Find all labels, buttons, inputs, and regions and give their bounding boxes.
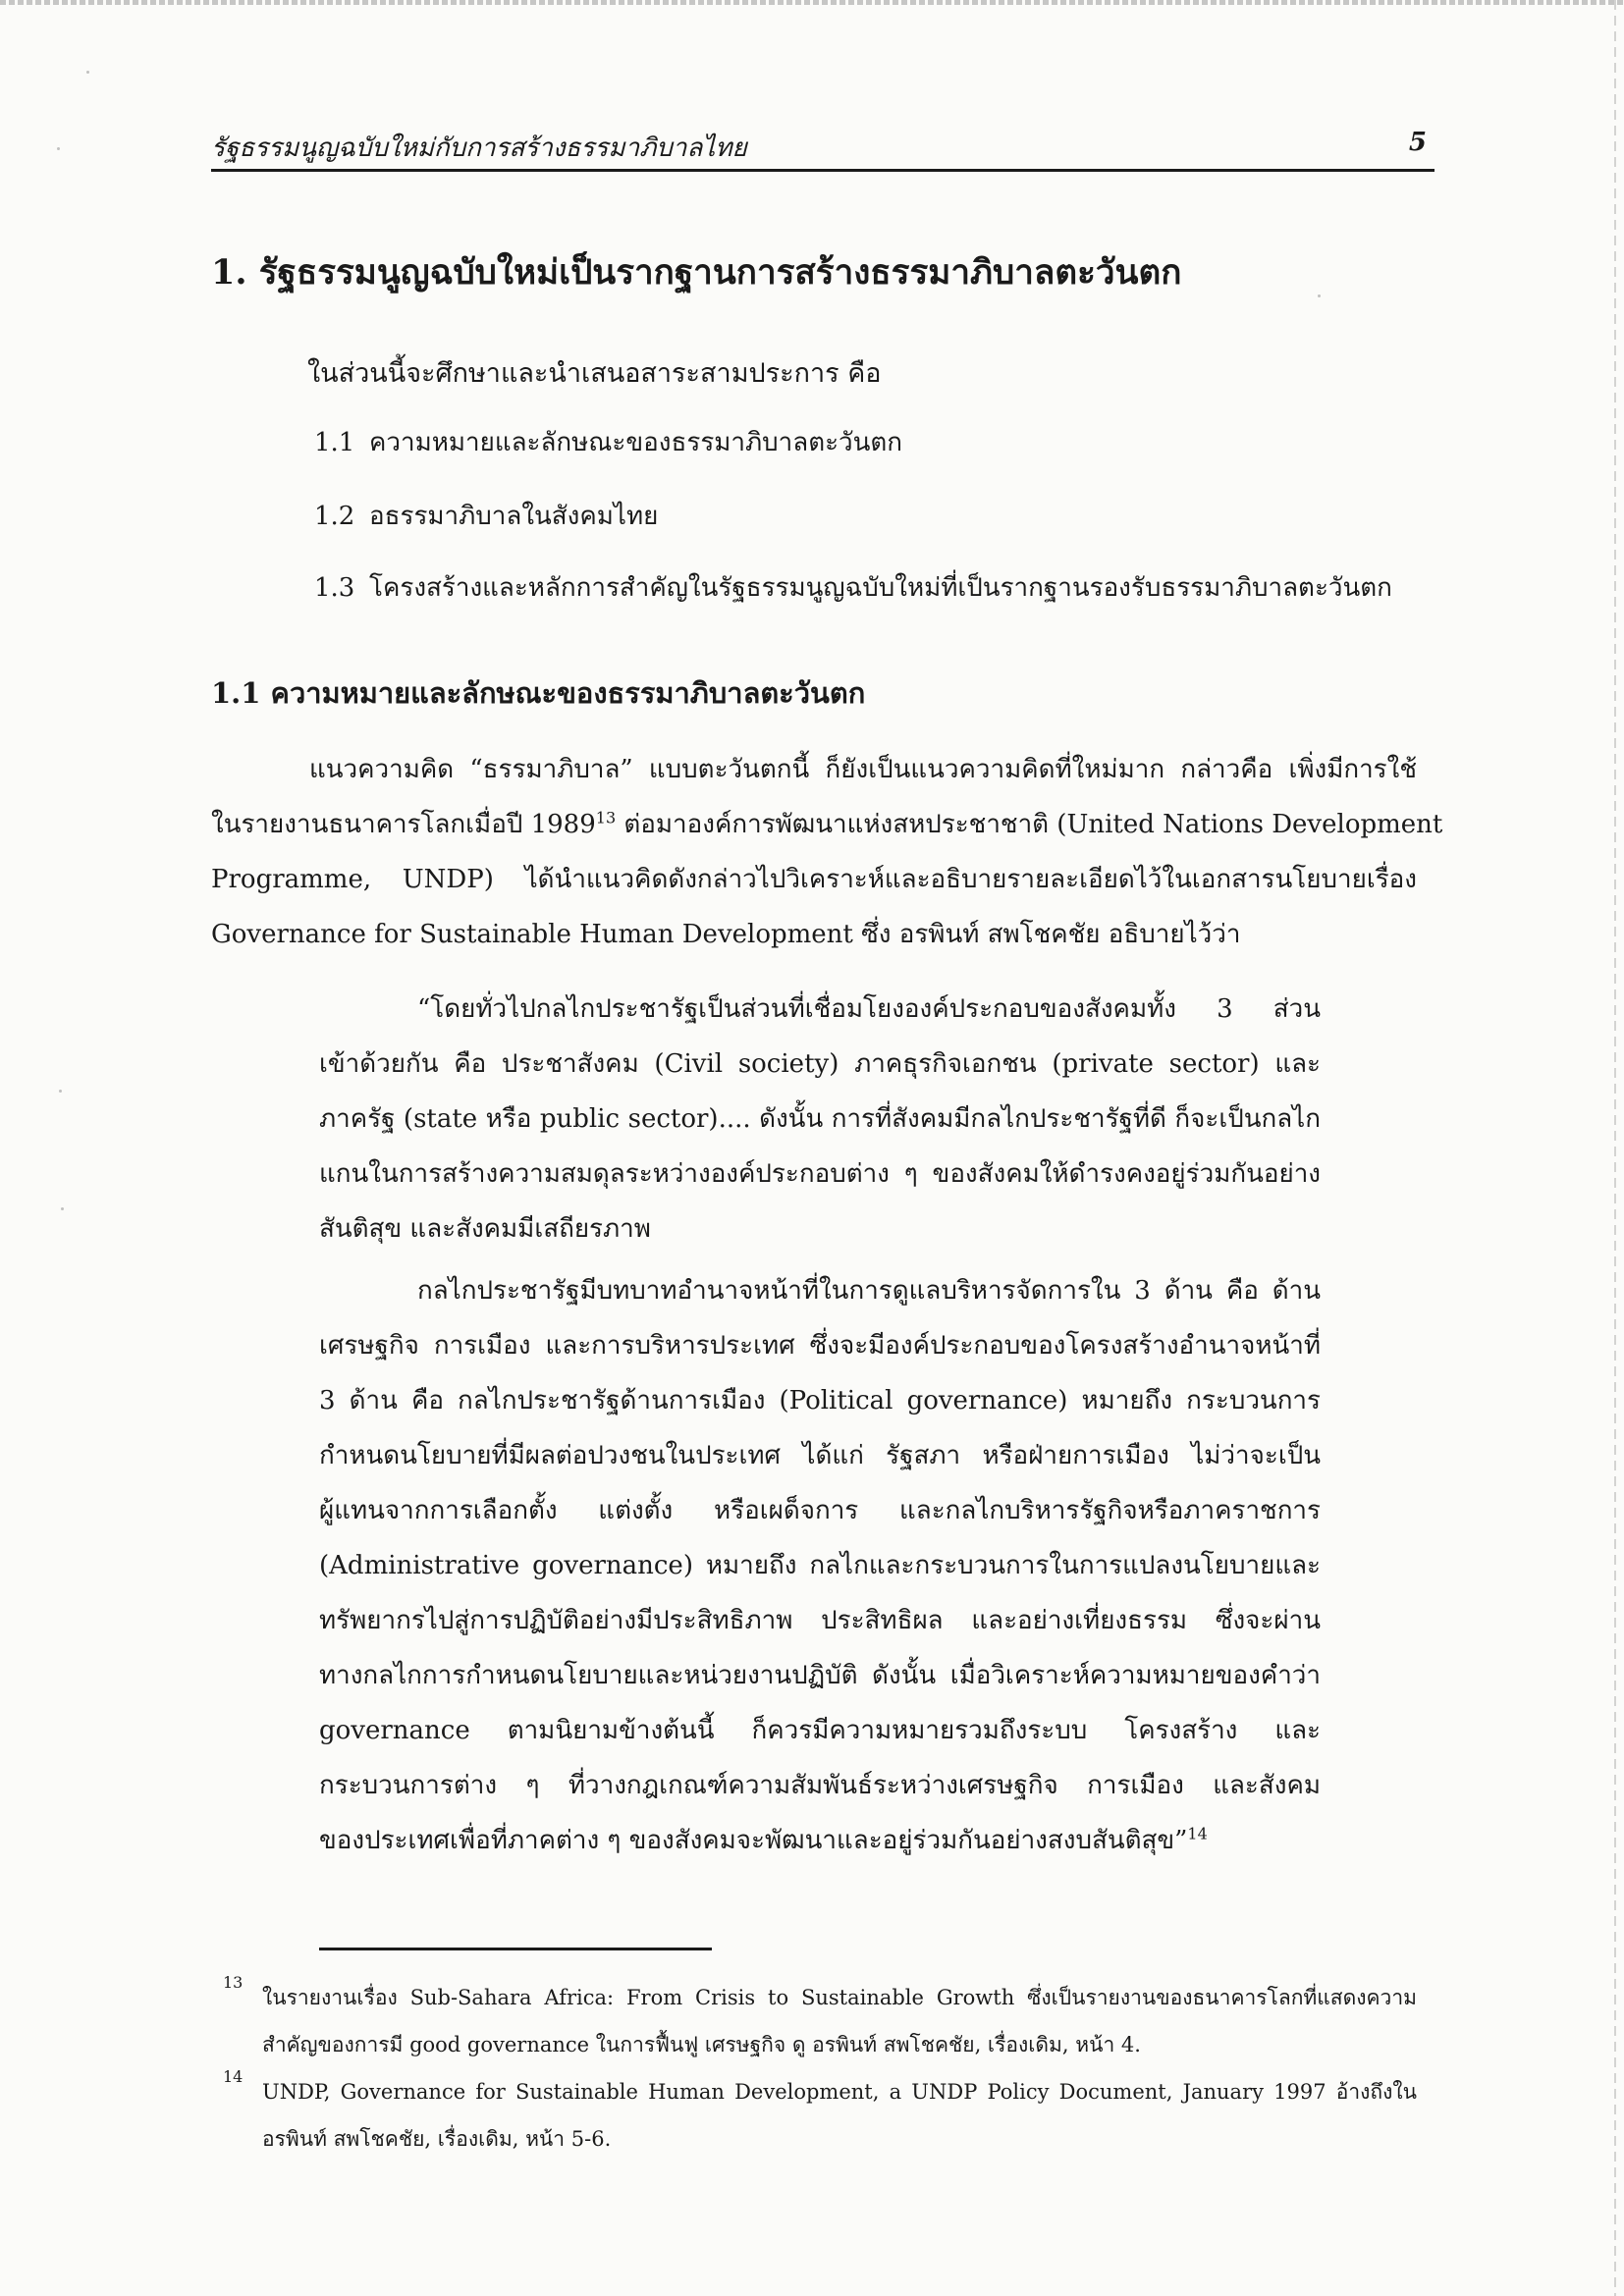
intro-text: ในส่วนนี้จะศึกษาและนำเสนอสาระสามประการ คือ (307, 358, 882, 389)
list-item (314, 496, 658, 536)
body-line: Governance for Sustainable Human Development ซึ่ง อรพินท์ สพโชคชัย อธิบายไว้ว่า (211, 920, 1241, 949)
section-heading: 1. รัฐธรรมนูญฉบับใหม่เป็นรากฐานการสร้างธรรมาภิบาลตะวันตก (211, 252, 1182, 293)
running-title: รัฐธรรมนูญฉบับใหม่กับการสร้างธรรมาภิบาลไทย (211, 133, 747, 163)
quote-line: กำหนดนโยบายที่มีผลต่อปวงชนในประเทศ ได้แก่ รัฐสภา หรือฝ่ายการเมือง ไม่ว่าจะเป็น (319, 1441, 1321, 1470)
footnote-rule (319, 1948, 712, 1950)
running-header (211, 128, 1435, 167)
body-line: แนวความคิด “ธรรมาภิบาล” แบบตะวันตกนี้ ก็ยังเป็นแนวความคิดที่ใหม่มาก กล่าวคือ เพิ่งมีการใช้ (309, 755, 1417, 784)
scan-speck (57, 147, 60, 150)
scan-edge-top (0, 0, 1624, 5)
quote-line: เข้าด้วยกัน คือ ประชาสังคม (Civil society) ภาคธุรกิจเอกชน (private sector) และ (319, 1049, 1321, 1079)
quote-line (319, 1821, 1321, 1860)
body-line (211, 805, 1442, 844)
scan-speck (61, 1207, 64, 1210)
footnote-mark: 14 (223, 2067, 244, 2086)
list-item-number: 1.2 (314, 502, 355, 531)
quote-line: 3 ด้าน คือ กลไกประชารัฐด้านการเมือง (Political governance) หมายถึง กระบวนการ (319, 1386, 1321, 1415)
list-item-number: 1.1 (314, 428, 355, 457)
quote-line: ทรัพยากรไปสู่การปฏิบัติอย่างมีประสิทธิภาพ ประสิทธิผล และอย่างเที่ยงธรรม ซึ่งจะผ่าน (319, 1606, 1321, 1635)
quote-line: “โดยทั่วไปกลไกประชารัฐเป็นส่วนที่เชื่อมโยงองค์ประกอบของสังคมทั้ง 3 ส่วน (417, 994, 1321, 1024)
footnote-ref: 14 (1187, 1824, 1208, 1843)
quote-line: สันติสุข และสังคมมีเสถียรภาพ (319, 1214, 651, 1244)
quote-line: ผู้แทนจากการเลือกตั้ง แต่งตั้ง หรือเผด็จการ และกลไกบริหารรัฐกิจหรือภาคราชการ (319, 1496, 1321, 1525)
quote-line: governance ตามนิยามข้างต้นนี้ ก็ควรมีความหมายรวมถึงระบบ โครงสร้าง และ (319, 1716, 1321, 1745)
quote-line: เศรษฐกิจ การเมือง และการบริหารประเทศ ซึ่งจะมีองค์ประกอบของโครงสร้างอำนาจหน้าที่ (319, 1331, 1321, 1361)
quote-line: ทางกลไกการกำหนดนโยบายและหน่วยงานปฏิบัติ ดังนั้น เมื่อวิเคราะห์ความหมายของคำว่า (319, 1661, 1321, 1690)
header-rule (211, 169, 1435, 172)
list-item-text: อธรรมาภิบาลในสังคมไทย (369, 502, 659, 531)
quote-line: แกนในการสร้างความสมดุลระหว่างองค์ประกอบต่าง ๆ ของสังคมให้ดำรงคงอยู่ร่วมกันอย่าง (319, 1159, 1321, 1189)
body-line: Programme, UNDP) ได้นำแนวคิดดังกล่าวไปวิเคราะห์และอธิบายรายละเอียดไว้ในเอกสารนโยบายเรื่อง (211, 865, 1417, 894)
body-line-text: ในรายงานธนาคารโลกเมื่อปี 1989 (211, 810, 596, 839)
scan-speck (86, 71, 89, 74)
footnote-line: อรพินท์ สพโชคชัย, เรื่องเดิม, หน้า 5-6. (262, 2127, 612, 2151)
list-item (314, 567, 1392, 608)
footnote-line: สำคัญของการมี good governance ในการฟื้นฟู เศรษฐกิจ ดู อรพินท์ สพโชคชัย, เรื่องเดิม, หน้า 4. (262, 2033, 1141, 2056)
footnote-ref: 13 (595, 808, 617, 828)
list-item-text: โครงสร้างและหลักการสำคัญในรัฐธรรมนูญฉบับใหม่ที่เป็นรากฐานรองรับธรรมาภิบาลตะวันตก (369, 573, 1392, 603)
quote-line: กลไกประชารัฐมีบทบาทอำนาจหน้าที่ในการดูแลบริหารจัดการใน 3 ด้าน คือ ด้าน (417, 1276, 1321, 1306)
quote-line: กระบวนการต่าง ๆ ที่วางกฎเกณฑ์ความสัมพันธ์ระหว่างเศรษฐกิจ การเมือง และสังคม (319, 1771, 1321, 1800)
list-item-number: 1.3 (314, 573, 355, 603)
quote-line: ภาครัฐ (state หรือ public sector).... ดังนั้น การที่สังคมมีกลไกประชารัฐที่ดี ก็จะเป็นกลไก (319, 1104, 1321, 1134)
list-item (314, 422, 902, 462)
subsection-heading: 1.1 ความหมายและลักษณะของธรรมาภิบาลตะวันตก (211, 676, 866, 710)
footnote-line: UNDP, Governance for Sustainable Human Development, a UNDP Policy Document, January 1997 อ้างถึงใน (262, 2080, 1417, 2104)
list-item-text: ความหมายและลักษณะของธรรมาภิบาลตะวันตก (369, 428, 903, 457)
body-line-text: ต่อมาองค์การพัฒนาแห่งสหประชาชาติ (United Nations Development (623, 810, 1443, 839)
quote-line: (Administrative governance) หมายถึง กลไกและกระบวนการในการแปลงนโยบายและ (319, 1551, 1321, 1580)
scan-speck (59, 1090, 62, 1093)
scan-edge-right (1614, 0, 1616, 2296)
quote-line-text: ของประเทศเพื่อที่ภาคต่าง ๆ ของสังคมจะพัฒนาและอยู่ร่วมกันอย่างสงบสันติสุข” (319, 1826, 1188, 1855)
footnote-line: ในรายงานเรื่อง Sub-Sahara Africa: From Crisis to Sustainable Growth ซึ่งเป็นรายงานของธนาคารโลกที่แสดงความ (262, 1986, 1417, 2009)
page-number: 5 (1408, 128, 1427, 157)
scan-speck (1318, 294, 1321, 297)
footnote-mark: 13 (223, 1973, 244, 1992)
